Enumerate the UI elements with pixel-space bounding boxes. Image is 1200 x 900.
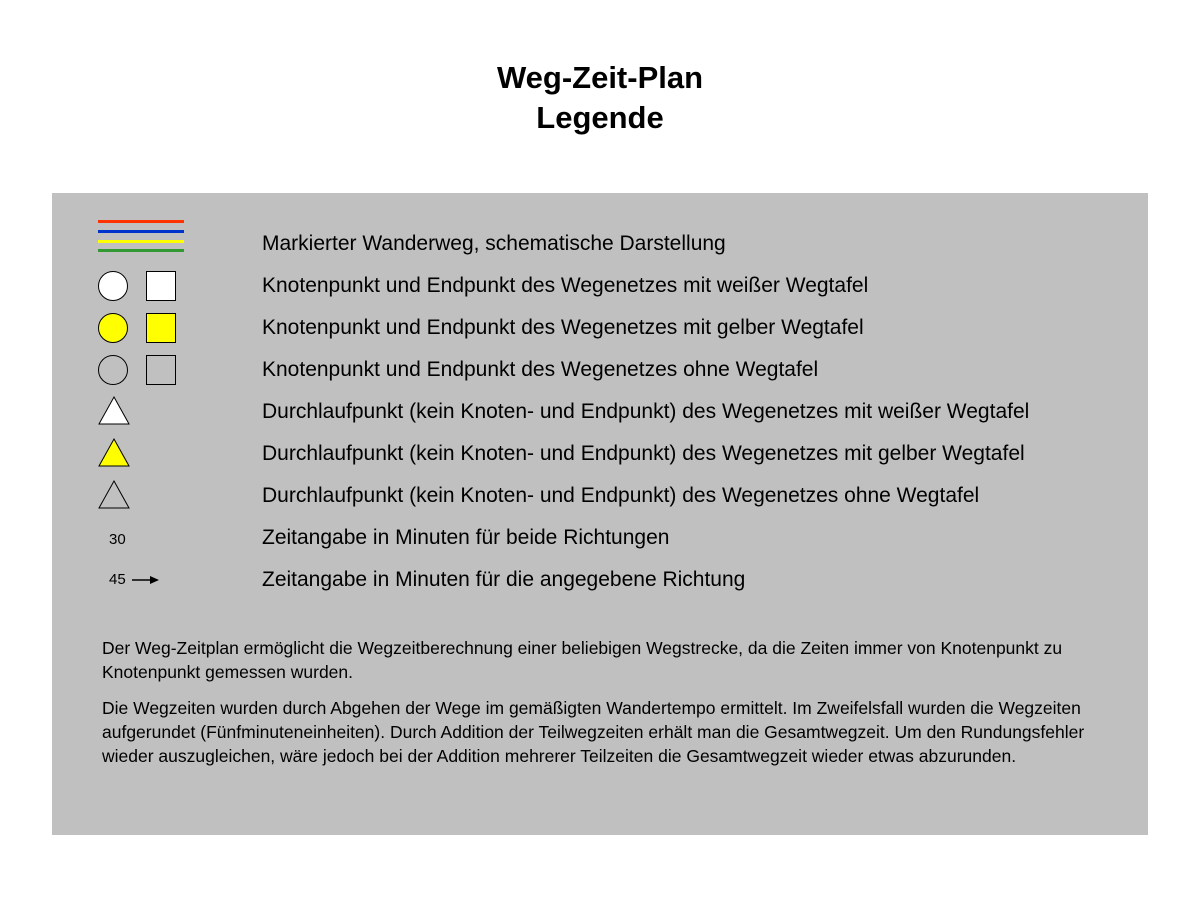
time-both-directions-value: 30	[109, 531, 126, 548]
white-square-icon	[145, 270, 177, 302]
white-circle-icon	[97, 270, 129, 302]
legend-label-time-one: Zeitangabe in Minuten für die angegebene Richtung	[262, 568, 746, 591]
white-triangle-icon	[97, 395, 131, 427]
yellow-circle-icon	[97, 312, 129, 344]
yellow-triangle-icon	[97, 437, 131, 469]
legend-panel	[52, 193, 1148, 835]
grey-circle-icon	[97, 354, 129, 386]
grey-square-icon	[145, 354, 177, 386]
legend-label-white-node: Knotenpunkt und Endpunkt des Wegenetzes mit weißer Wegtafel	[262, 274, 869, 297]
note-paragraph-1: Der Weg-Zeitplan ermöglicht die Wegzeitberechnung einer beliebigen Wegstrecke, da die Zeiten immer von Knotenpunkt zu Knotenpunkt gemessen wurden.	[102, 638, 1063, 682]
legend-label-yellow-pass: Durchlaufpunkt (kein Knoten- und Endpunkt) des Wegenetzes mit gelber Wegtafel	[262, 442, 1025, 465]
legend-label-trail: Markierter Wanderweg, schematische Darstellung	[262, 232, 726, 255]
yellow-square-icon	[145, 312, 177, 344]
legend-label-time-both: Zeitangabe in Minuten für beide Richtungen	[262, 526, 670, 549]
note-paragraph-2: Die Wegzeiten wurden durch Abgehen der Wege im gemäßigten Wandertempo ermittelt. Im Zweifelsfall wurden die Wegzeiten aufgerundet (Fünfminuteneinheiten). Durch Addition der Teilwegzeiten erhält man die Gesamtwegzeit. Um den Rundungsfehler wieder auszugleichen, wäre jedoch bei der Addition mehrerer Teilzeiten die Gesamtwegzeit wieder etwas abzurunden.	[102, 698, 1085, 766]
grey-triangle-icon	[97, 479, 131, 511]
page-title	[0, 58, 1200, 138]
time-one-direction-value: 45	[109, 571, 126, 588]
arrow-right-icon	[132, 574, 160, 586]
legend-label-no-sign-node: Knotenpunkt und Endpunkt des Wegenetzes ohne Wegtafel	[262, 358, 819, 381]
page-title-line2: Legende	[536, 100, 664, 135]
legend-label-no-sign-pass: Durchlaufpunkt (kein Knoten- und Endpunkt) des Wegenetzes ohne Wegtafel	[262, 484, 980, 507]
colored-lines-icon	[98, 218, 186, 254]
legend-label-yellow-node: Knotenpunkt und Endpunkt des Wegenetzes mit gelber Wegtafel	[262, 316, 864, 339]
legend-label-white-pass: Durchlaufpunkt (kein Knoten- und Endpunkt) des Wegenetzes mit weißer Wegtafel	[262, 400, 1030, 423]
page-title-line1: Weg-Zeit-Plan	[496, 60, 704, 95]
